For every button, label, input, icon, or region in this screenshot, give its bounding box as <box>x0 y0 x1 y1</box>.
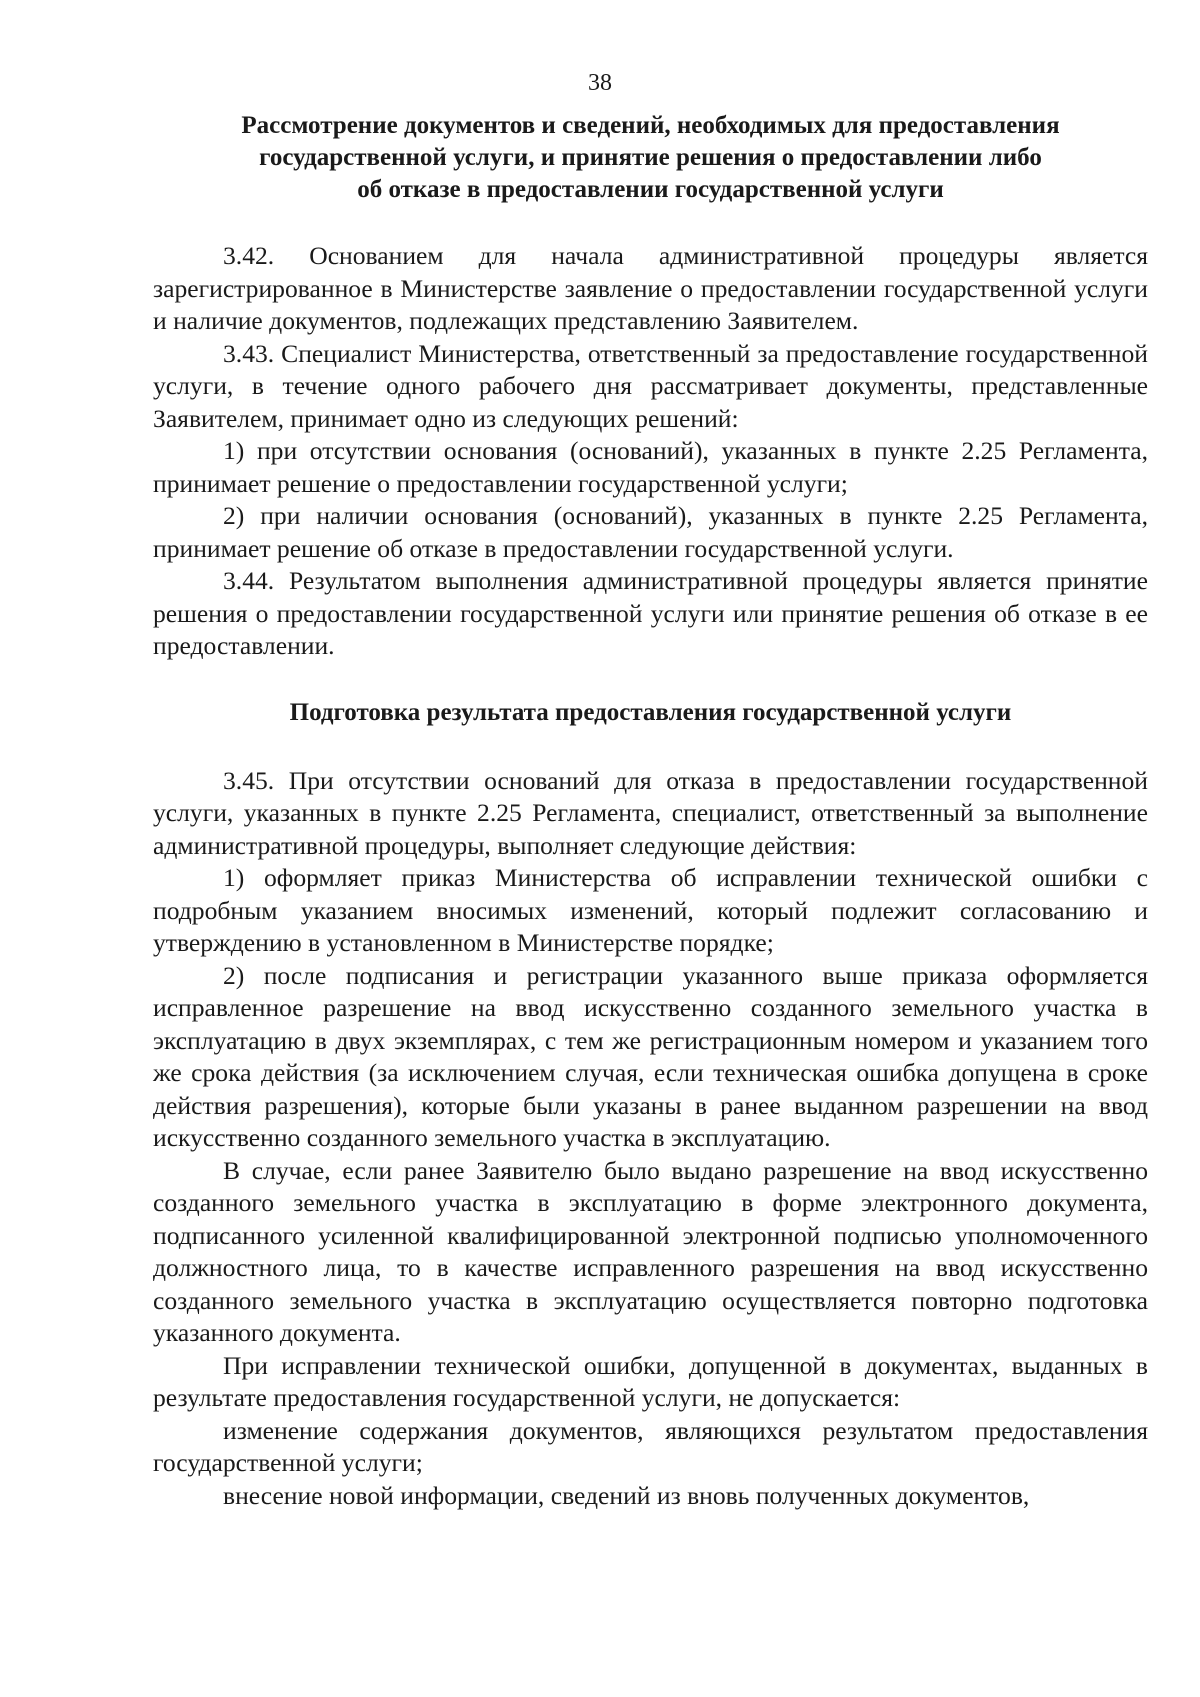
paragraph-3-42: 3.42. Основанием для начала административной процедуры является зарегистрированное в Министерстве заявление о предоставлении государственной услуги и наличие документов, подлежащих представлению Заявителем. <box>153 241 1148 335</box>
paragraph-3-43-item-1: 1) при отсутствии основания (оснований), указанных в пункте 2.25 Регламента, принимает решение о предоставлении государственной услуги; <box>153 436 1148 498</box>
paragraph-not-allowed-item-1: изменение содержания документов, являющихся результатом предоставления государственной услуги; <box>153 1415 1148 1477</box>
paragraph-3-45: 3.45. При отсутствии оснований для отказа в предоставлении государственной услуги, указанных в пункте 2.25 Регламента, специалист, ответственный за выполнение административной процедуры, выполняет следующие действия: <box>153 765 1148 860</box>
heading-line: Рассмотрение документов и сведений, необходимых для предоставления <box>241 112 1060 139</box>
page-number: 38 <box>588 70 612 96</box>
section-heading-review <box>153 110 1148 206</box>
heading-line: об отказе в предоставлении государственной услуги <box>357 176 944 203</box>
paragraph-3-43-item-2: 2) при наличии основания (оснований), указанных в пункте 2.25 Регламента, принимает решение об отказе в предоставлении государственной услуги. <box>153 501 1148 563</box>
paragraph-3-43: 3.43. Специалист Министерства, ответственный за предоставление государственной услуги, в течение одного рабочего дня рассматривает документы, представленные Заявителем, принимает одно из следующих решений: <box>153 338 1148 433</box>
paragraph-3-44: 3.44. Результатом выполнения административной процедуры является принятие решения о предоставлении государственной услуги или принятие решения об отказе в ее предоставлении. <box>153 566 1148 660</box>
heading-line: государственной услуги, и принятие решения о предоставлении либо <box>259 144 1042 171</box>
section-heading-result-preparation: Подготовка результата предоставления государственной услуги <box>289 698 1012 726</box>
page-content <box>153 110 1148 1512</box>
paragraph-3-45-item-2: 2) после подписания и регистрации указанного выше приказа оформляется исправленное разрешение на ввод искусственно созданного земельного участка в эксплуатацию в двух экземплярах, с тем же регистрационным номером и указанием того же срока действия (за исключением случая, если техническая ошибка допущена в сроке действия разрешения), которые были указаны в ранее выданном разрешении на ввод искусственно созданного земельного участка в эксплуатацию. <box>153 960 1148 1152</box>
paragraph-error-correction: При исправлении технической ошибки, допущенной в документах, выданных в результате предоставления государственной услуги, не допускается: <box>153 1350 1148 1412</box>
paragraph-not-allowed-item-2: внесение новой информации, сведений из вновь полученных документов, <box>223 1480 1030 1510</box>
paragraph-3-45-item-1: 1) оформляет приказ Министерства об исправлении технической ошибки с подробным указанием вносимых изменений, который подлежит согласованию и утверждению в установленном в Министерстве порядке; <box>153 863 1148 957</box>
paragraph-electronic-document: В случае, если ранее Заявителю было выдано разрешение на ввод искусственно созданного земельного участка в эксплуатацию в форме электронного документа, подписанного усиленной квалифицированной электронной подписью уполномоченного должностного лица, то в качестве исправленного разрешения на ввод искусственно созданного земельного участка в эксплуатацию осуществляется повторно подготовка указанного документа. <box>153 1155 1148 1347</box>
